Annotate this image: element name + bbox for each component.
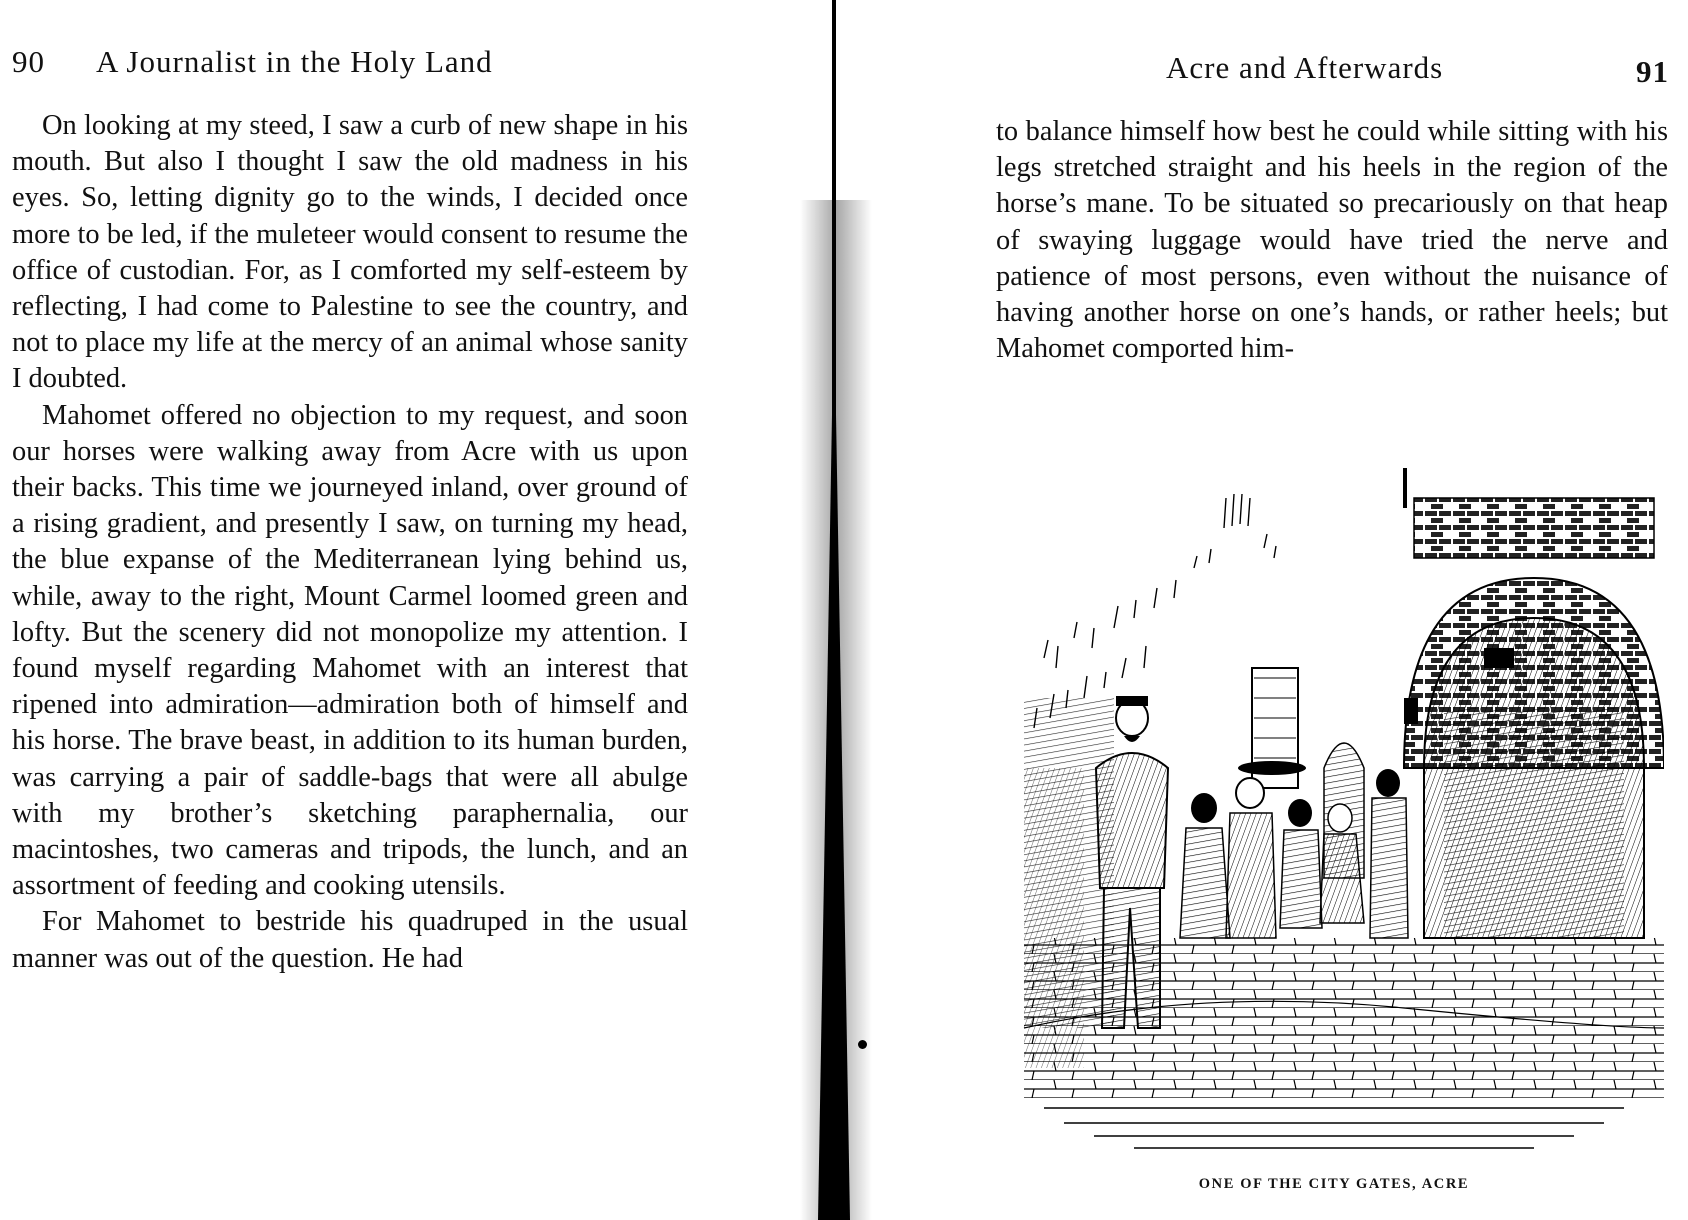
spine-shadow-wedge (818, 300, 850, 1220)
ink-dot (858, 1040, 867, 1049)
paragraph: On looking at my steed, I saw a curb of new shape in his mouth. But also I thought I saw the old madness in his eyes. So, letting dignity go to the winds, I decided once more to be led, if the muleteer would consent to resume the office of custodian. For, as I comforted my self-esteem by reflecting, I had come to Palestine to see the country, and not to place my life at the mercy of an animal whose sanity I doubted. (12, 110, 688, 395)
figure-caption: ONE OF THE CITY GATES, ACRE (1198, 1176, 1470, 1192)
paragraph: For Mahomet to bestride his quadruped in the usual manner was out of the question. He had (12, 906, 688, 974)
right-body-text (996, 114, 1668, 367)
book-gutter (760, 0, 900, 1220)
running-head-right: Acre and Afterwards (1166, 50, 1444, 85)
running-head-left: A Journalist in the Holy Land (96, 44, 493, 79)
paragraph: to balance himself how best he could while sitting with his legs stretched straight and his heels in the region of the horse’s mane. To be situated so precariously on that heap of swaying luggage would have tried the nerve and patience of most persons, even without the nuisance of having another horse on one’s hands, or rather heels; but Mahomet comported him- (996, 116, 1668, 365)
left-body-text (12, 108, 688, 977)
wall-hatching (1034, 494, 1276, 728)
page-number-right: 91 (1636, 54, 1669, 89)
page-number-left: 90 (12, 44, 45, 79)
city-gate-illustration (1004, 468, 1664, 1168)
paragraph: Mahomet offered no objection to my request, and soon our horses were walking away from Acre with us upon their backs. This time we journeyed inland, over ground of a rising gradient, and presently I saw, on turning my head, the blue expanse of the Mediterranean lying behind us, while, away to the right, Mount Carmel loomed green and lofty. But the scenery did not monopolize my attention. I found myself regarding Mahomet with an interest that ripened into admiration—admiration both of himself and his horse. The brave beast, in addition to its human burden, was carrying a pair of saddle-bags that were all abulge with my brother’s sketching paraphernalia, our macintoshes, two cameras and tripods, the lunch, and an assortment of feeding and cooking utensils. (12, 399, 688, 902)
